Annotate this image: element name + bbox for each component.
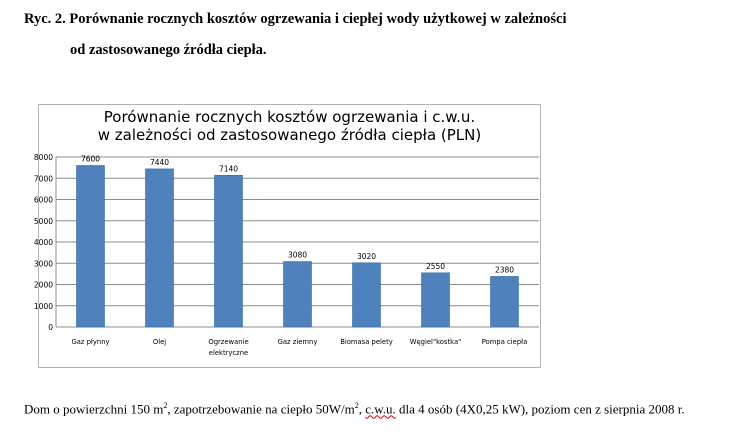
footnote-cwu-abbreviation: c.w.u. — [365, 401, 396, 417]
footnote-text-4: dla 4 osób (4X0,25 kW), poziom cen z sierpnia 2008 r. — [395, 401, 685, 417]
data-label: 3080 — [287, 250, 308, 260]
y-tick-label: 7000 — [33, 174, 53, 184]
figure-caption-line-1: Ryc. 2. Porównanie rocznych kosztów ogrzewania i ciepłej wody użytkowej w zależności — [24, 11, 567, 27]
y-tick-label: 5000 — [33, 216, 53, 226]
y-tick-label: 1000 — [33, 301, 53, 311]
data-label: 7600 — [80, 154, 101, 164]
bar — [491, 276, 519, 327]
footnote-text-2: , zapotrzebowanie na ciepło 50W/m — [167, 401, 355, 417]
data-label: 7140 — [218, 164, 239, 174]
chart-title-line-1: Porównanie rocznych kosztów ogrzewania i c.w.u. — [103, 108, 476, 126]
y-tick-label: 3000 — [33, 259, 53, 269]
x-category-label: elektryczne — [208, 349, 249, 357]
bar — [77, 166, 105, 328]
bar-chart — [33, 105, 542, 369]
x-category-label: Biomasa pelety — [340, 338, 393, 346]
data-label: 2550 — [425, 261, 446, 271]
y-tick-label: 8000 — [33, 153, 53, 162]
y-tick-label: 6000 — [33, 195, 53, 205]
x-category-label: Gaz ziemny — [277, 338, 318, 346]
footnote-text-1: Dom o powierzchni 150 m — [24, 401, 164, 417]
x-category-label: Ogrzewanie — [208, 338, 249, 346]
chart-container — [33, 104, 541, 368]
y-tick-label: 2000 — [33, 280, 53, 290]
bar — [146, 169, 174, 327]
data-label: 2380 — [494, 265, 515, 275]
footnote — [24, 401, 685, 417]
footnote-text-3: , — [358, 401, 366, 417]
data-label: 3020 — [356, 251, 377, 261]
data-label: 7440 — [149, 157, 170, 167]
bar — [215, 175, 243, 327]
footnote-superscript-2: 2 — [354, 401, 359, 410]
bar — [422, 273, 450, 327]
x-category-label: Gaz płynny — [71, 338, 110, 346]
bar — [353, 263, 381, 327]
figure-caption-line-2: od zastosowanego źródła ciepła. — [70, 42, 267, 58]
chart-title-line-2: w zależności od zastosowanego źródła ciepła (PLN) — [97, 126, 482, 144]
footnote-superscript-1: 2 — [163, 401, 168, 410]
y-tick-label: 0 — [48, 323, 53, 332]
bar — [284, 262, 312, 327]
x-category-label: Pompa ciepła — [481, 338, 528, 346]
x-category-label: Olej — [152, 338, 167, 346]
y-tick-label: 4000 — [33, 238, 53, 247]
x-category-label: Węgiel"kostka" — [409, 338, 462, 346]
